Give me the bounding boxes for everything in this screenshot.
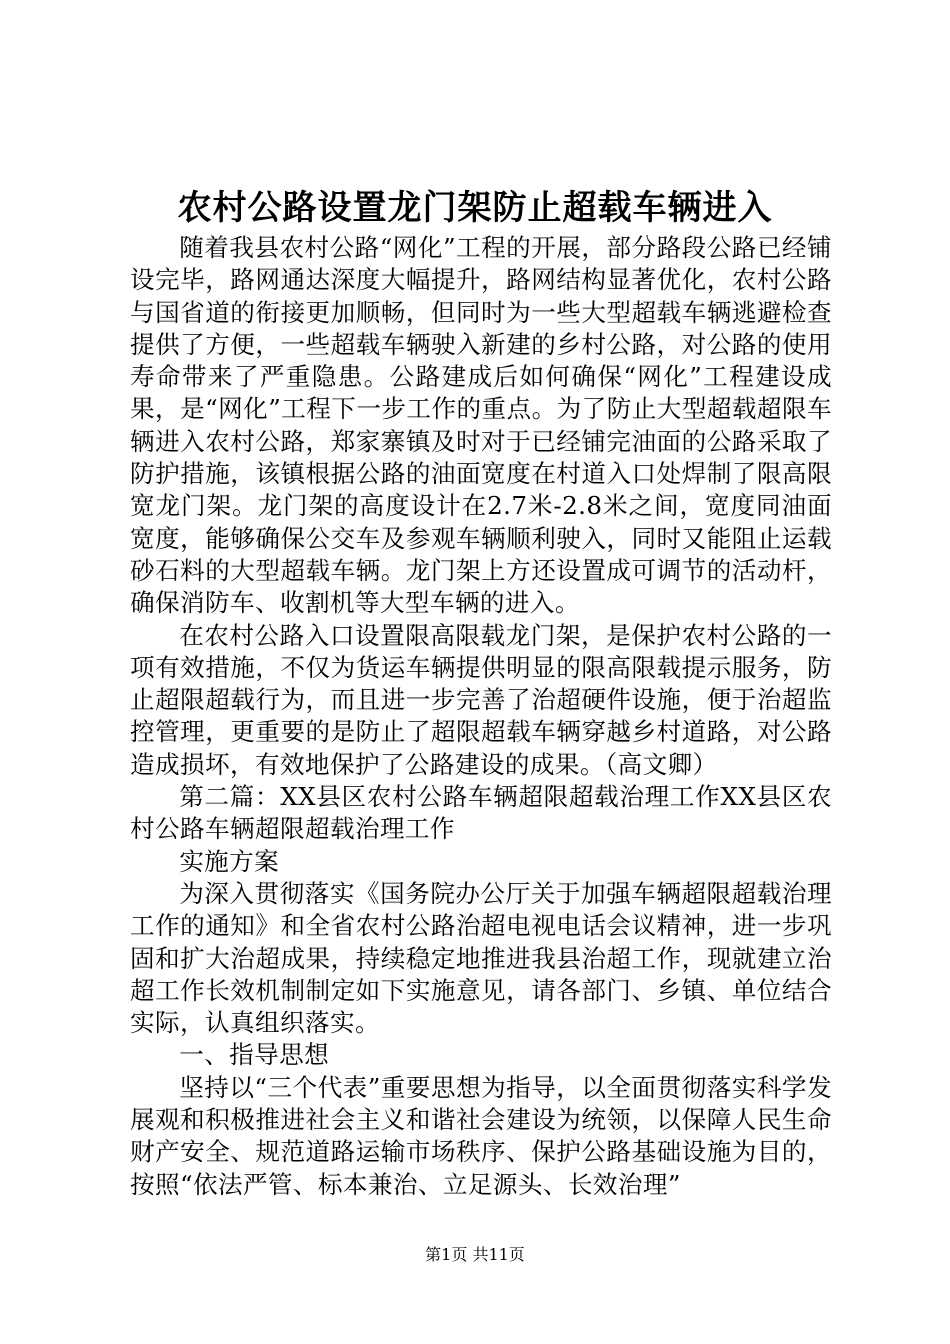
section-heading: 一、指导思想 [179,1040,330,1070]
section-heading: 实施方案 [179,846,280,876]
page-footer: 第1页 共11页 [425,1245,525,1264]
document-body [130,232,832,1201]
paragraph: 在农村公路入口设置限高限载龙门架，是保护农村公路的一项有效措施，不仅为货运车辆提供明显的限高限载提示服务，防止超限超载行为，而且进一步完善了治超硬件设施，便于治超监控管理，更重要的是防止了超限超载车辆穿越乡村道路，对公路造成损坏，有效地保护了公路建设的成果。（高文卿） [130,620,832,779]
page-title: 农村公路设置龙门架防止超载车辆进入 [177,188,773,228]
paragraph: 为深入贯彻落实《国务院办公厅关于加强车辆超限超载治理工作的通知》和全省农村公路治超电视电话会议精神，进一步巩固和扩大治超成果，持续稳定地推进我县治超工作，现就建立治超工作长效机制制定如下实施意见，请各部门、乡镇、单位结合实际，认真组织落实。 [130,878,832,1038]
paragraph: 坚持以“三个代表”重要思想为指导，以全面贯彻落实科学发展观和积极推进社会主义和谐社会建设为统领，以保障人民生命财产安全、规范道路运输市场秩序、保护公路基础设施为目的，按照“依法严管、标本兼治、立足源头、长效治理” [130,1072,832,1199]
paragraph: 随着我县农村公路“网化”工程的开展，部分路段公路已经铺设完毕，路网通达深度大幅提升，路网结构显著优化，农村公路与国省道的衔接更加顺畅，但同时为一些大型超载车辆逃避检查提供了方便，一些超载车辆驶入新建的乡村公路，对公路的使用寿命带来了严重隐患。公路建成后如何确保“网化”工程建设成果，是“网化”工程下一步工作的重点。为了防止大型超载超限车辆进入农村公路，郑家寨镇及时对于已经铺完油面的公路采取了防护措施，该镇根据公路的油面宽度在村道入口处焊制了限高限宽龙门架。龙门架的高度设计在2.7米-2.8米之间，宽度同油面宽度，能够确保公交车及参观车辆顺利驶入，同时又能阻止运载砂石料的大型超载车辆。龙门架上方还设置成可调节的活动杆，确保消防车、收割机等大型车辆的进入。 [130,233,832,618]
section-heading: 第二篇：XX县区农村公路车辆超限超载治理工作XX县区农村公路车辆超限超载治理工作 [130,782,832,844]
